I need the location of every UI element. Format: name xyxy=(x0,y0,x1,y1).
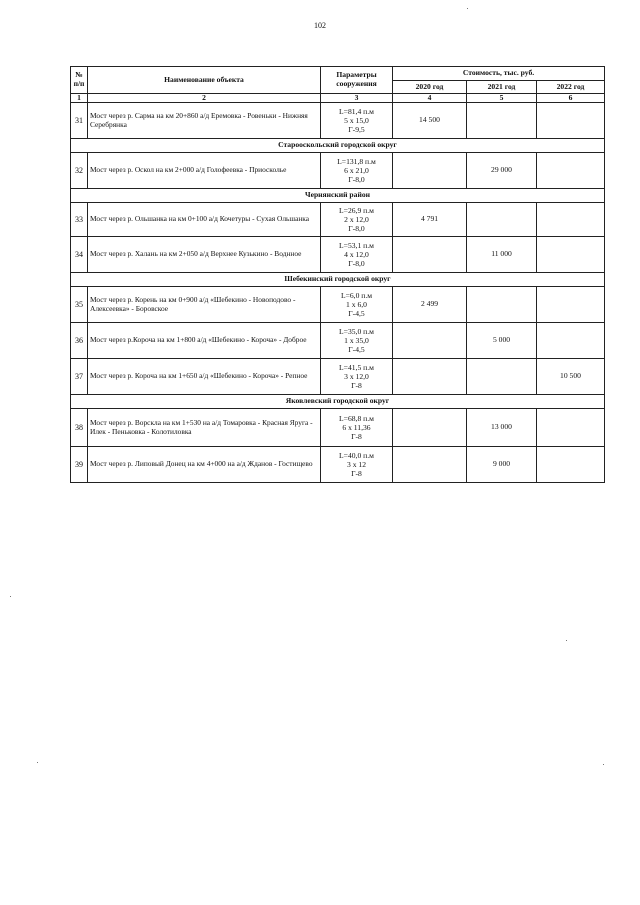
param-length: L=53,1 п.м xyxy=(339,240,374,250)
table-row xyxy=(71,447,605,483)
row-number: 35 xyxy=(71,287,88,323)
cost-2021: 5 000 xyxy=(467,323,537,359)
cost-2022 xyxy=(537,237,605,273)
param-dimension: Г-8,0 xyxy=(348,259,365,269)
column-index-row xyxy=(71,94,605,103)
param-dimension: Г-8 xyxy=(351,469,362,479)
cost-2020: 14 500 xyxy=(393,103,467,139)
cost-2021 xyxy=(467,203,537,237)
page-number: 102 xyxy=(314,21,326,30)
structure-params xyxy=(321,203,393,237)
table-row xyxy=(71,409,605,447)
object-name: Мост через р. Сарма на км 20+860 а/д Еремовка - Ровеньки - Нижняя Серебрянка xyxy=(88,103,321,139)
cost-2020 xyxy=(393,447,467,483)
header-name: Наименование объекта xyxy=(88,67,321,94)
section-title: Старооскольский городской округ xyxy=(71,139,605,153)
row-number: 31 xyxy=(71,103,88,139)
cost-2020 xyxy=(393,359,467,395)
cost-2022 xyxy=(537,447,605,483)
table-row xyxy=(71,287,605,323)
structure-params xyxy=(321,153,393,189)
header-2022: 2022 год xyxy=(537,81,605,94)
cost-2022 xyxy=(537,153,605,189)
header-2021: 2021 год xyxy=(467,81,537,94)
structure-params xyxy=(321,103,393,139)
index-cell: 6 xyxy=(537,94,605,103)
param-dimension: Г-9,5 xyxy=(348,125,365,135)
index-cell: 1 xyxy=(71,94,88,103)
index-cell: 3 xyxy=(321,94,393,103)
cost-2022 xyxy=(537,103,605,139)
scan-speck xyxy=(37,762,38,763)
header-cost: Стоимость, тыс. руб. xyxy=(393,67,605,81)
header-params: Параметры сооружения xyxy=(321,67,393,94)
section-row xyxy=(71,395,605,409)
cost-2021 xyxy=(467,103,537,139)
object-name: Мост через р. Липовый Донец на км 4+000 на а/д Жданов - Гостищево xyxy=(88,447,321,483)
scan-speck xyxy=(603,764,604,765)
scan-speck xyxy=(566,640,567,641)
cost-2021 xyxy=(467,287,537,323)
cost-2021: 9 000 xyxy=(467,447,537,483)
param-spans: 2 x 12,0 xyxy=(344,214,369,224)
row-number: 34 xyxy=(71,237,88,273)
cost-2022 xyxy=(537,409,605,447)
param-length: L=35,0 п.м xyxy=(339,326,374,336)
param-length: L=6,0 п.м xyxy=(340,290,373,300)
structure-params xyxy=(321,359,393,395)
cost-2020 xyxy=(393,153,467,189)
cost-2021: 11 000 xyxy=(467,237,537,273)
header-row-1 xyxy=(71,67,605,81)
section-row xyxy=(71,273,605,287)
table-row xyxy=(71,359,605,395)
index-cell: 2 xyxy=(88,94,321,103)
param-spans: 1 x 6,0 xyxy=(346,299,367,309)
section-title: Шебекинский городской округ xyxy=(71,273,605,287)
section-row xyxy=(71,189,605,203)
table-row xyxy=(71,203,605,237)
param-spans: 3 x 12,0 xyxy=(344,371,369,381)
bridges-cost-table xyxy=(70,66,605,483)
param-length: L=81,4 п.м xyxy=(339,106,374,116)
table-row xyxy=(71,323,605,359)
cost-2020 xyxy=(393,237,467,273)
cost-2020 xyxy=(393,323,467,359)
section-title: Яковлевский городской округ xyxy=(71,395,605,409)
param-dimension: Г-8 xyxy=(351,432,362,442)
header-num: № п/п xyxy=(71,67,88,94)
object-name: Мост через р. Оскол на км 2+000 а/д Голофеевка - Приосколье xyxy=(88,153,321,189)
object-name: Мост через р. Ольшанка на км 0+100 а/д Кочетуры - Сухая Ольшанка xyxy=(88,203,321,237)
row-number: 33 xyxy=(71,203,88,237)
section-row xyxy=(71,139,605,153)
row-number: 38 xyxy=(71,409,88,447)
param-dimension: Г-8,0 xyxy=(348,175,365,185)
structure-params xyxy=(321,409,393,447)
cost-2021 xyxy=(467,359,537,395)
param-length: L=40,0 п.м xyxy=(339,450,374,460)
param-length: L=41,5 п.м xyxy=(339,362,374,372)
section-title: Чернянский район xyxy=(71,189,605,203)
param-spans: 1 x 35,0 xyxy=(344,335,369,345)
cost-2021: 29 000 xyxy=(467,153,537,189)
structure-params xyxy=(321,287,393,323)
cost-2021: 13 000 xyxy=(467,409,537,447)
structure-params xyxy=(321,323,393,359)
param-spans: 6 x 21,0 xyxy=(344,165,369,175)
cost-2020 xyxy=(393,409,467,447)
cost-2022: 10 500 xyxy=(537,359,605,395)
cost-2020: 4 791 xyxy=(393,203,467,237)
row-number: 36 xyxy=(71,323,88,359)
object-name: Мост через р. Короча на км 1+650 а/д «Шебекино - Короча» - Репное xyxy=(88,359,321,395)
structure-params xyxy=(321,447,393,483)
index-cell: 4 xyxy=(393,94,467,103)
param-dimension: Г-8 xyxy=(351,381,362,391)
header-2020: 2020 год xyxy=(393,81,467,94)
row-number: 39 xyxy=(71,447,88,483)
table-row xyxy=(71,153,605,189)
object-name: Мост через р. Халань на км 2+050 а/д Верхнее Кузькино - Воднное xyxy=(88,237,321,273)
param-dimension: Г-4,5 xyxy=(348,309,365,319)
object-name: Мост через р. Ворскла на км 1+530 на а/д Томаровка - Красная Яруга - Илек - Пеньковка - Колотиловка xyxy=(88,409,321,447)
param-length: L=68,8 п.м xyxy=(339,413,374,423)
param-spans: 3 x 12 xyxy=(347,459,366,469)
row-number: 32 xyxy=(71,153,88,189)
param-spans: 4 x 12,0 xyxy=(344,249,369,259)
scan-speck xyxy=(467,8,468,9)
param-length: L=131,8 п.м xyxy=(337,156,376,166)
row-number: 37 xyxy=(71,359,88,395)
cost-2020: 2 499 xyxy=(393,287,467,323)
index-cell: 5 xyxy=(467,94,537,103)
structure-params xyxy=(321,237,393,273)
cost-2022 xyxy=(537,203,605,237)
param-dimension: Г-4,5 xyxy=(348,345,365,355)
param-length: L=26,9 п.м xyxy=(339,205,374,215)
table-row xyxy=(71,103,605,139)
cost-2022 xyxy=(537,323,605,359)
object-name: Мост через р. Корень на км 0+900 а/д «Шебекино - Новоподово - Алексеевка» - Боровское xyxy=(88,287,321,323)
param-spans: 5 x 15,0 xyxy=(344,115,369,125)
param-dimension: Г-8,0 xyxy=(348,224,365,234)
cost-2022 xyxy=(537,287,605,323)
param-spans: 6 x 11,36 xyxy=(342,422,371,432)
object-name: Мост через р.Короча на км 1+800 а/д «Шебекино - Короча» - Доброе xyxy=(88,323,321,359)
scan-speck xyxy=(10,596,11,597)
table-row xyxy=(71,237,605,273)
